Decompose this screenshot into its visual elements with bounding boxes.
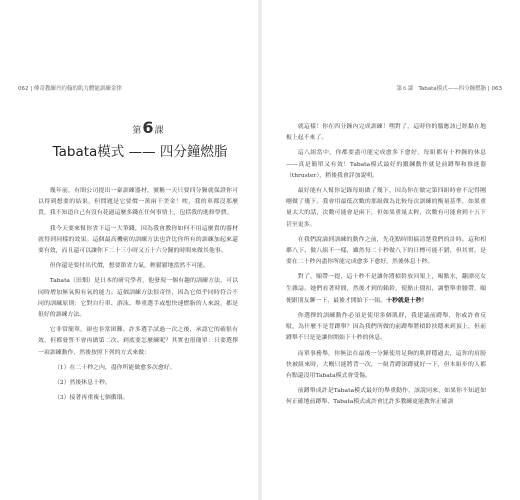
right-body-text (286, 122, 486, 413)
paragraph: 就這樣！你在四分鐘內完成訓練！嘿對了，這時你的腦應該已經黏在地板上起不來了。 (286, 124, 486, 142)
paragraph: 而單事務舉，你無法在最後一分鐘使用足夠的肌群穩過去，這你的肩膀快被組來時，大概只能將背一次，一組背蹲深蹲就好一下，但本組步的人都有點還沒用Tabata模式會受傷。 (286, 350, 486, 380)
paragraph-with-emphasis (286, 272, 486, 307)
right-page (260, 0, 520, 500)
paragraph: 但你還是要付出代價，想要節省力氣，輕鬆鬆地當然不可能。 (49, 263, 209, 270)
right-running-head: 第６課 Tabata模式——四分鐘燃脂 | 063 (396, 86, 502, 92)
left-running-head: 062 | 傳奇教練丹約翰的肌力體能訓練金律 (18, 86, 122, 92)
chapter-suffix: 課 (154, 126, 164, 136)
paragraph: 在我們說論到訓練的動作之前，先花點時間搞清楚我們的計時。這和相鄰八下、做八組不一樣，雖然每二十秒做八下的日標可能不錯，但其實，是要在二十秒內盡你所能完成愈多下愈好，然後休息十秒。 (286, 236, 486, 266)
paragraph: 前蹲舉成許是Tabata模式最好的舉重動作，該說同來，如果你不知道如何正確地前蹲舉，Tabata模式或許會比許多教練更能教你正確訓 (286, 388, 486, 406)
steps-list (38, 363, 238, 405)
paragraph: 這八組當中，你都要盡可能完成愈多下愈好，每組都有十秒鐘的休息——真是簡單又有效！Tabata模式最好的鍛鍊動作就是前蹲舉和推進器（thruster），稍後我會詳加說明。 (286, 150, 486, 179)
chapter-number: 6 (142, 118, 154, 137)
paragraph: 你選擇的訓練動作必須是使用多個肌群，我建議前蹲舉，你或許會反駁，為什麼不是背蹲舉？因為我們所做的前蹲舉將槓鈴扶穩來到頂上，但前蹲舉不只是是讓你開始下十秒的休息。 (286, 313, 486, 342)
chapter-title: Tabata模式 —— 四分鐘燃脂 (52, 144, 228, 160)
list-item: （2）然後休息十秒。 (54, 380, 111, 387)
list-item: （3）接著再重複七個循環。 (54, 395, 129, 402)
paragraph: 對了，順帶一提，這十秒不是讓你將槓鈴放回架上，喝點水，翻漂亮女生雜誌。她們看著時間，然後才到的賴鈴，使點止僵扣，調整舉重腰帶，順便跟朋友聊一下，最後才開始下一組。 (286, 274, 486, 304)
paragraph: 我今天要來幫你省下這一大筆錢，因為我會教你如何不用這麼貴的器材就得到同樣的效果。這個最高機密的訓練方法也許比你所有的訓練加起來還要有效，而且還可以讓你下二十三小時又五十六分鐘的時間來做其他事。 (38, 225, 238, 255)
left-body-text (38, 186, 238, 408)
paragraph: 最好能有人幫你記錄每組做了幾下，因為你在做完第四組時會不記得剛剛做了幾下。我會用最低次數的那組做為比較每次訓練的衡量基準，如果重量太大的話，次數可能會是兩下，但如果重量太輕，次數有可能會到十五下甚至更多。 (286, 188, 486, 228)
emphasis-text: 十秒就是十秒！ (386, 296, 428, 304)
list-item: （1）在二十秒之內，盡你所能做愈多次愈好。 (54, 364, 176, 371)
chapter-prefix: 第 (132, 126, 142, 136)
paragraph: Tabata（田畑）是日本的研究學者，他發現一個有趣的訓練方法，可以同時增加無氧與有氧的能力。這個訓練方法很奇怪，因為它似乎同時符合不同的訓練原則：它對自行車、游泳、舉重選手或想快速燃脂的人來說，都是很好的訓練方法。 (38, 278, 238, 319)
chapter-label (118, 118, 178, 137)
paragraph: 幾年前，有間公司提出一臺訓練器材，號稱一天只要四分鐘就保證你可以得到想要的結果，但問題是它要價一萬兩千美金！唉，我的車都沒那麼貴，我不知道自己有沒有花過這麼多錢在任何事情上，包括我的進修學費。 (38, 188, 238, 217)
paragraph: 它非常簡單，卻也非常困難。許多選手試過一次之後，承認它的確很有效，但都發誓不會再做第二次。到底要怎麼練呢？其實也很簡單：只要選擇一項訓練動作，然後按照下列的方式來做： (38, 327, 238, 356)
